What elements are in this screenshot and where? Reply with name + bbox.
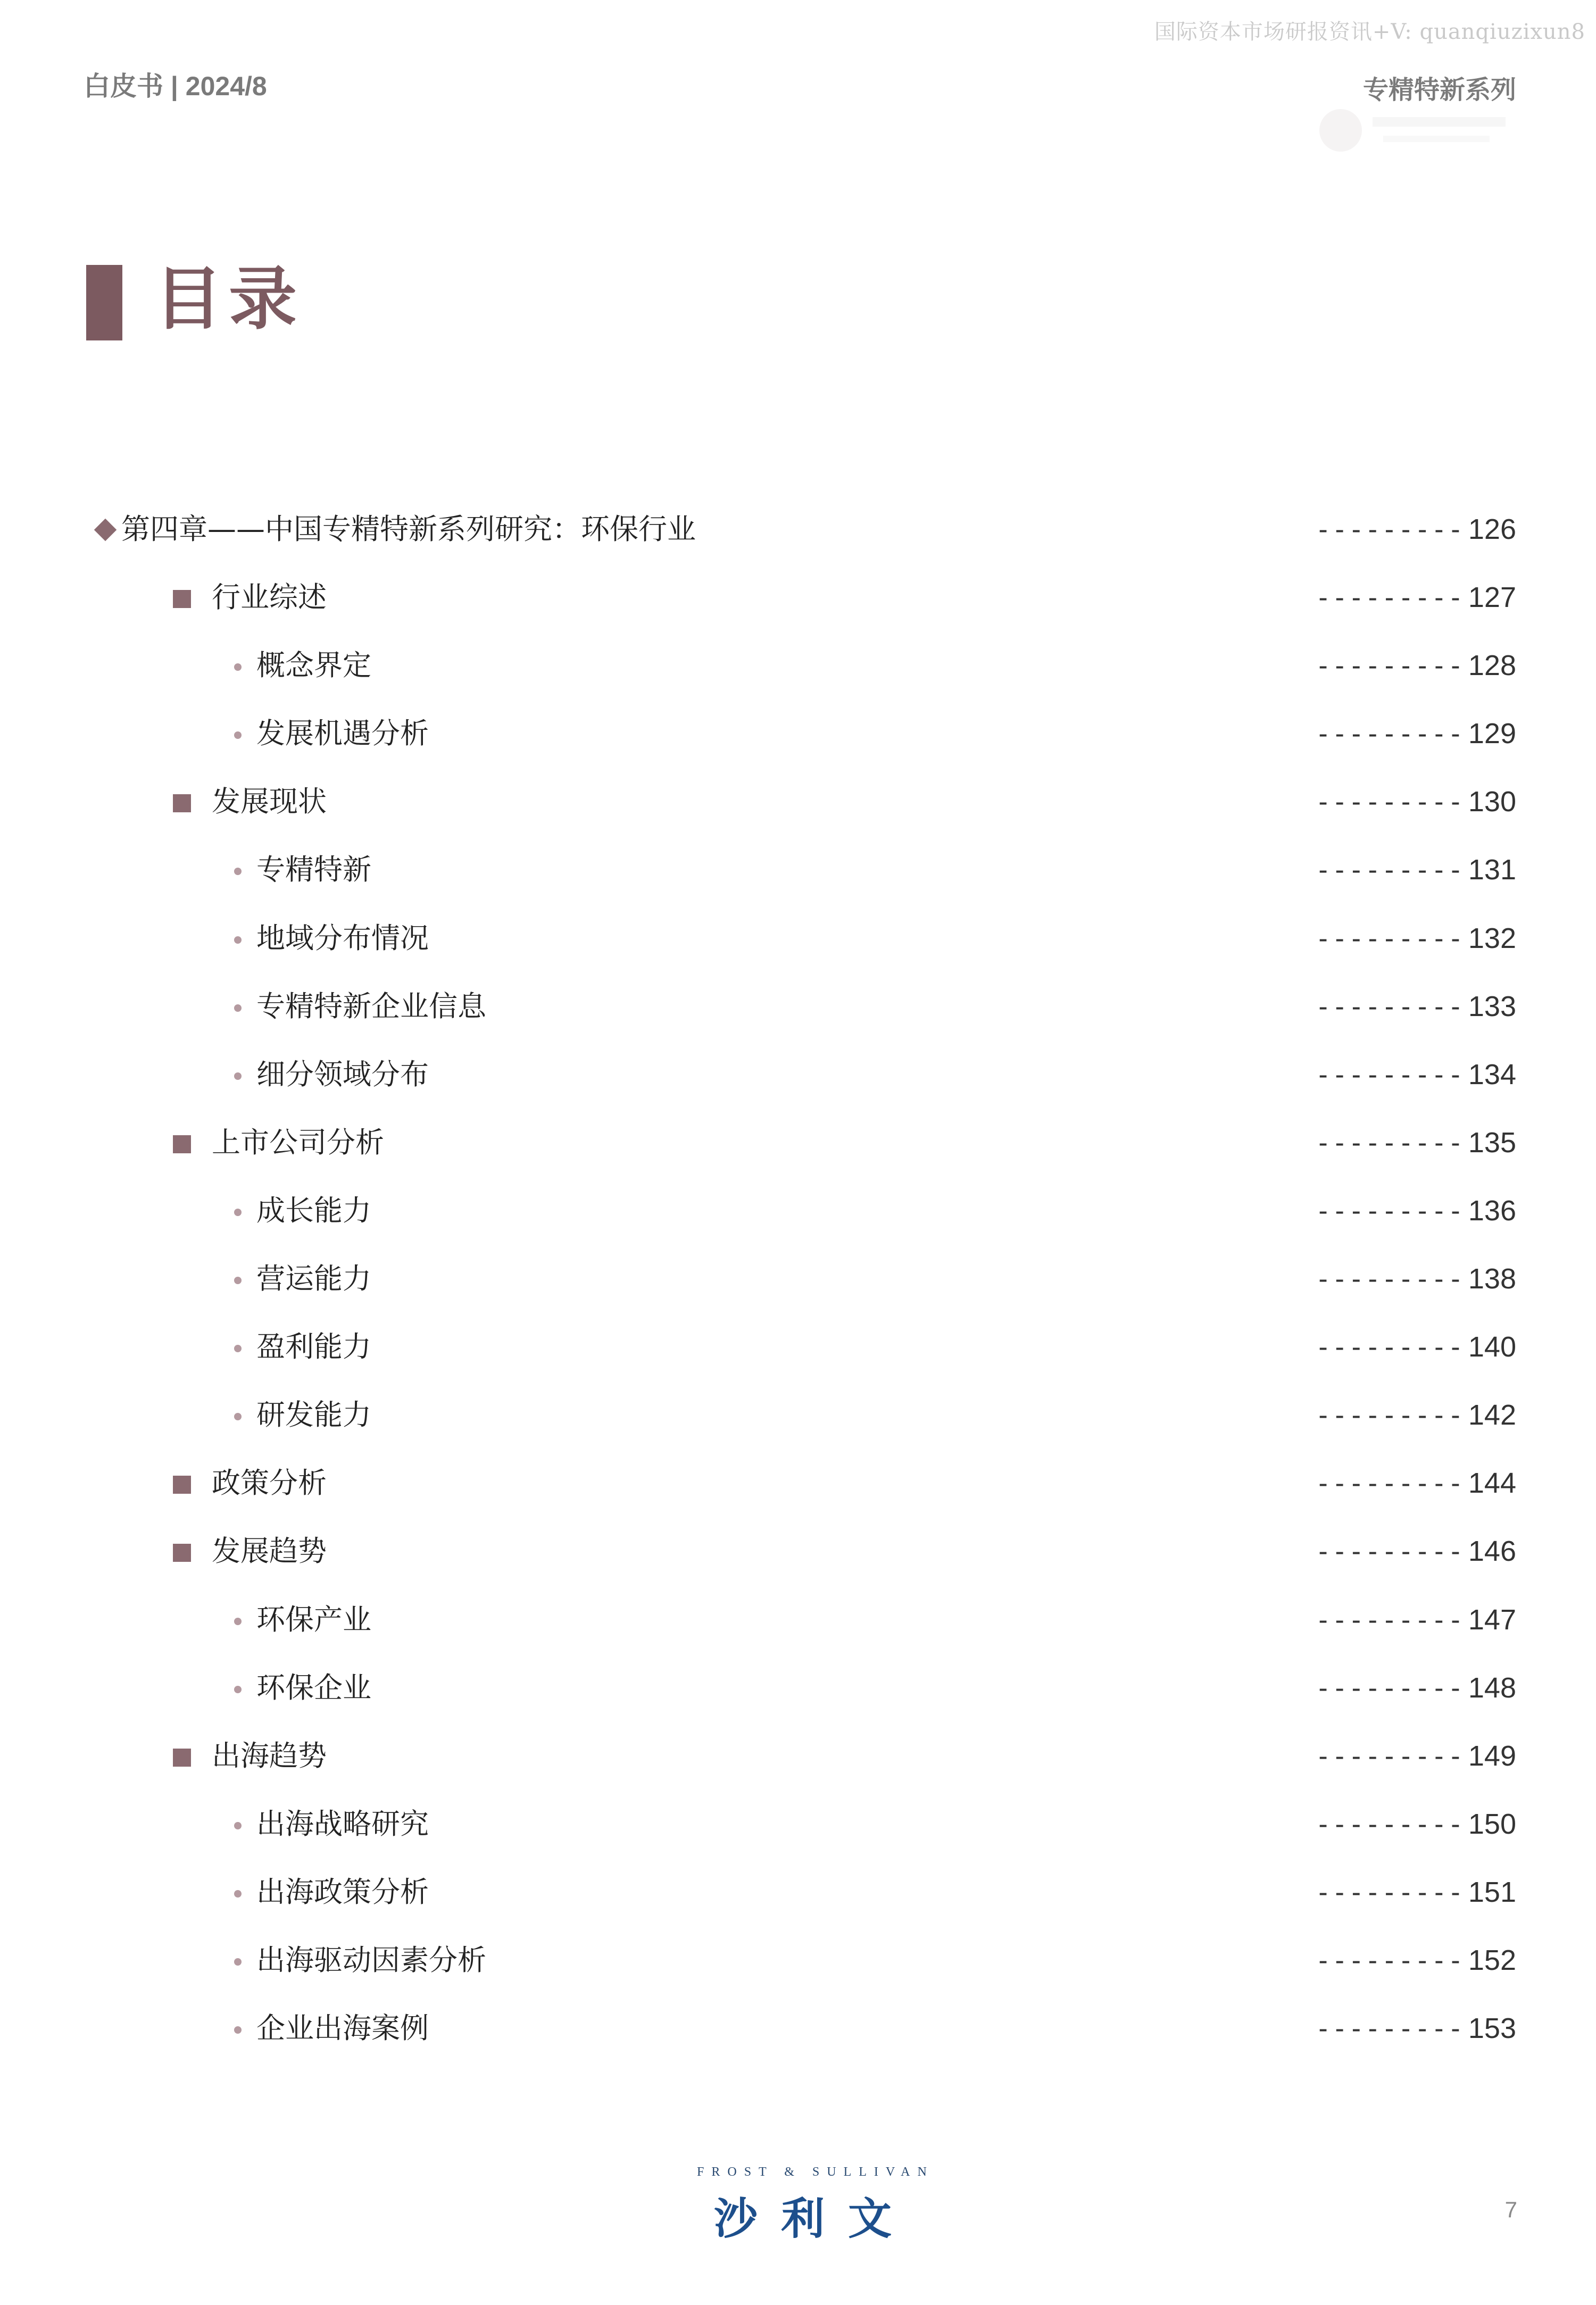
section-square-icon	[173, 794, 191, 812]
toc-page-number: 142	[1468, 1399, 1516, 1432]
toc-entry[interactable]	[0, 1588, 1596, 1656]
toc-entry-label: 环保产业	[256, 1602, 371, 1636]
toc-entry[interactable]	[0, 770, 1596, 838]
toc-entry-label: 专精特新	[256, 853, 371, 887]
toc-page-number: 134	[1468, 1058, 1516, 1091]
toc-entry-label: 发展机遇分析	[256, 717, 429, 751]
toc-entry[interactable]	[0, 1519, 1596, 1587]
toc-entry[interactable]	[0, 838, 1596, 906]
subsection-dot-icon	[234, 1822, 242, 1829]
toc-page-number: 131	[1468, 854, 1516, 886]
toc-entry[interactable]	[0, 1996, 1596, 2065]
toc-page-number: 138	[1468, 1263, 1516, 1295]
series-name: 专精特新系列	[1362, 75, 1516, 105]
toc-leader-dashes: ---------	[1315, 1672, 1464, 1703]
toc-entry-label: 概念界定	[256, 648, 371, 683]
toc-entry[interactable]	[0, 1724, 1596, 1792]
toc-page-number: 146	[1468, 1535, 1516, 1568]
toc-leader-dashes: ---------	[1315, 1536, 1464, 1567]
logo-english-text: FROST & SULLIVAN	[697, 2165, 934, 2179]
subsection-dot-icon	[234, 1618, 242, 1625]
toc-leader-dashes: ---------	[1315, 1195, 1464, 1226]
toc-entry[interactable]	[0, 1792, 1596, 1860]
toc-page-number: 151	[1468, 1876, 1516, 1908]
toc-leader-dashes: ---------	[1315, 1059, 1464, 1090]
title-accent-bar	[86, 265, 122, 340]
toc-leader-dashes: ---------	[1315, 650, 1464, 681]
table-of-contents	[0, 497, 1596, 2065]
subsection-dot-icon	[234, 1209, 242, 1216]
toc-page-number: 150	[1468, 1808, 1516, 1840]
section-square-icon	[173, 1135, 191, 1153]
toc-leader-dashes: ---------	[1315, 1944, 1464, 1976]
toc-entry-label: 地域分布情况	[256, 921, 429, 955]
toc-entry[interactable]	[0, 1656, 1596, 1724]
toc-entry-label: 出海驱动因素分析	[256, 1943, 486, 1977]
toc-entry-label: 企业出海案例	[256, 2011, 429, 2045]
logo-chinese-text: 沙利文	[714, 2194, 916, 2244]
toc-entry-label: 上市公司分析	[212, 1125, 384, 1159]
toc-leader-dashes: ---------	[1315, 514, 1464, 545]
toc-page-number: 130	[1468, 786, 1516, 818]
toc-entry-label: 出海战略研究	[256, 1807, 429, 1841]
toc-entry[interactable]	[0, 1179, 1596, 1247]
toc-entry-label: 出海趋势	[212, 1738, 327, 1773]
toc-entry[interactable]	[0, 565, 1596, 634]
toc-leader-dashes: ---------	[1315, 2013, 1464, 2044]
toc-leader-dashes: ---------	[1315, 1740, 1464, 1771]
toc-entry[interactable]	[0, 1315, 1596, 1383]
toc-page-number: 126	[1468, 513, 1516, 545]
toc-entry[interactable]	[0, 634, 1596, 702]
page-title: 目录	[154, 260, 304, 339]
toc-leader-dashes: ---------	[1315, 1127, 1464, 1158]
toc-page-number: 149	[1468, 1740, 1516, 1772]
toc-page-number: 144	[1468, 1467, 1516, 1500]
subsection-dot-icon	[234, 1345, 242, 1352]
toc-leader-dashes: ---------	[1315, 922, 1464, 954]
toc-entry[interactable]	[0, 1860, 1596, 1928]
toc-leader-dashes: ---------	[1315, 1604, 1464, 1635]
section-square-icon	[173, 1476, 191, 1494]
subsection-dot-icon	[234, 1413, 242, 1420]
subsection-dot-icon	[234, 1890, 242, 1898]
subsection-dot-icon	[234, 1277, 242, 1284]
subsection-dot-icon	[234, 2026, 242, 2034]
toc-entry-label: 成长能力	[256, 1193, 371, 1227]
toc-entry-label: 研发能力	[256, 1398, 371, 1432]
toc-leader-dashes: ---------	[1315, 854, 1464, 886]
subsection-dot-icon	[234, 1072, 242, 1080]
watermark-text: 国际资本市场研报资讯+V: quanqiuzixun8	[1154, 20, 1585, 44]
toc-page-number: 153	[1468, 2012, 1516, 2045]
toc-page-number: 135	[1468, 1126, 1516, 1159]
toc-page-number: 148	[1468, 1671, 1516, 1704]
toc-entry-label: 环保企业	[256, 1670, 371, 1704]
toc-entry[interactable]	[0, 1247, 1596, 1315]
toc-page-number: 127	[1468, 581, 1516, 614]
chapter-diamond-icon	[94, 519, 117, 541]
subsection-dot-icon	[234, 1686, 242, 1693]
toc-page-number: 133	[1468, 990, 1516, 1022]
toc-entry[interactable]	[0, 1383, 1596, 1451]
toc-page-number: 132	[1468, 922, 1516, 954]
subsection-dot-icon	[234, 1958, 242, 1966]
toc-entry[interactable]	[0, 1043, 1596, 1111]
toc-page-number: 140	[1468, 1331, 1516, 1363]
toc-leader-dashes: ---------	[1315, 1400, 1464, 1431]
section-square-icon	[173, 1544, 191, 1562]
toc-entry[interactable]	[0, 497, 1596, 565]
toc-page-number: 147	[1468, 1603, 1516, 1636]
toc-entry-label: 细分领域分布	[256, 1057, 429, 1091]
subsection-dot-icon	[234, 868, 242, 875]
subsection-dot-icon	[234, 663, 242, 671]
faint-header-logo-icon	[1309, 93, 1522, 168]
toc-leader-dashes: ---------	[1315, 1876, 1464, 1908]
page-number: 7	[1504, 2197, 1517, 2222]
toc-leader-dashes: ---------	[1315, 786, 1464, 818]
toc-entry-label: 专精特新企业信息	[256, 989, 486, 1023]
subsection-dot-icon	[234, 936, 242, 944]
frost-sullivan-logo	[692, 2165, 934, 2244]
section-square-icon	[173, 1749, 191, 1767]
toc-page-number: 152	[1468, 1944, 1516, 1976]
toc-page-number: 129	[1468, 718, 1516, 750]
toc-entry-label: 营运能力	[256, 1262, 371, 1296]
toc-leader-dashes: ---------	[1315, 1263, 1464, 1295]
toc-entry[interactable]	[0, 1928, 1596, 1996]
toc-entry-label: 政策分析	[212, 1466, 327, 1500]
toc-entry[interactable]	[0, 906, 1596, 975]
section-square-icon	[173, 590, 191, 608]
toc-leader-dashes: ---------	[1315, 1332, 1464, 1363]
toc-entry[interactable]	[0, 975, 1596, 1043]
subsection-dot-icon	[234, 1004, 242, 1012]
toc-leader-dashes: ---------	[1315, 1808, 1464, 1840]
toc-entry[interactable]	[0, 702, 1596, 770]
toc-leader-dashes: ---------	[1315, 1468, 1464, 1499]
toc-leader-dashes: ---------	[1315, 718, 1464, 750]
toc-entry-label: 发展现状	[212, 785, 327, 819]
toc-entry[interactable]	[0, 1451, 1596, 1519]
toc-page-number: 136	[1468, 1194, 1516, 1227]
toc-entry-label: 行业综述	[212, 580, 327, 614]
toc-entry-label: 第四章——中国专精特新系列研究：环保行业	[121, 512, 696, 546]
subsection-dot-icon	[234, 731, 242, 739]
toc-entry-label: 出海政策分析	[256, 1875, 429, 1909]
toc-leader-dashes: ---------	[1315, 582, 1464, 613]
toc-leader-dashes: ---------	[1315, 991, 1464, 1022]
toc-entry-label: 盈利能力	[256, 1330, 371, 1364]
toc-page-number: 128	[1468, 650, 1516, 682]
toc-entry-label: 发展趋势	[212, 1534, 327, 1568]
document-type-date: 白皮书 | 2024/8	[84, 71, 267, 101]
toc-entry[interactable]	[0, 1111, 1596, 1179]
